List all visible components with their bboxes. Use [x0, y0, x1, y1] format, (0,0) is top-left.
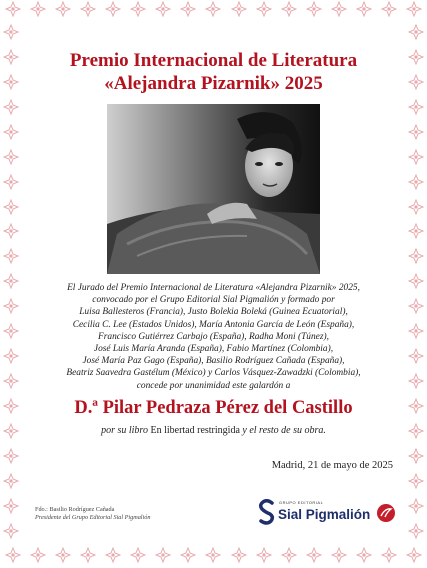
border-ornament — [3, 448, 19, 469]
border-ornament — [406, 547, 422, 568]
border-ornament — [408, 273, 424, 294]
border-ornament — [205, 1, 221, 22]
border-ornament — [408, 248, 424, 269]
book-line — [20, 425, 407, 436]
publisher-logo — [258, 498, 398, 526]
border-ornament — [331, 1, 347, 22]
border-ornament — [406, 1, 422, 22]
border-right — [405, 22, 427, 546]
border-ornament — [3, 49, 19, 70]
signature-credit — [35, 506, 150, 522]
border-ornament — [408, 523, 424, 544]
border-ornament — [408, 398, 424, 419]
border-ornament — [408, 298, 424, 319]
border-ornament — [180, 1, 196, 22]
border-ornament — [155, 547, 171, 568]
border-ornament — [281, 1, 297, 22]
border-ornament — [281, 547, 297, 568]
border-top — [0, 0, 427, 22]
border-ornament — [408, 473, 424, 494]
jury-line: Luisa Ballesteros (Francia), Justo Bolekia Boleká (Guinea Ecuatorial), — [79, 307, 348, 318]
border-ornament — [3, 24, 19, 45]
book-prefix: por su libro — [101, 425, 148, 436]
signer-role: Presidente del Grupo Editorial Sial Pigmalión — [35, 514, 151, 521]
border-ornament — [155, 1, 171, 22]
border-ornament — [408, 348, 424, 369]
border-ornament — [3, 199, 19, 220]
border-ornament — [55, 1, 71, 22]
border-ornament — [105, 1, 121, 22]
winner-name: D.ª Pilar Pedraza Pérez del Castillo — [74, 398, 353, 418]
border-ornament — [356, 1, 372, 22]
border-ornament — [381, 1, 397, 22]
border-ornament — [30, 1, 46, 22]
jury-line: concede por unanimidad este galardón a — [136, 380, 291, 391]
border-ornament — [408, 323, 424, 344]
publisher-s-icon — [258, 499, 276, 525]
jury-line: José Luis María Aranda (España), Fabio Martínez (Colombia), — [93, 344, 334, 355]
border-ornament — [80, 547, 96, 568]
border-ornament — [5, 1, 21, 22]
border-bottom — [0, 546, 427, 568]
border-ornament — [30, 547, 46, 568]
border-ornament — [3, 498, 19, 519]
border-ornament — [130, 547, 146, 568]
border-ornament — [306, 1, 322, 22]
jury-statement — [26, 282, 401, 392]
border-ornament — [231, 1, 247, 22]
border-ornament — [3, 124, 19, 145]
book-title: En libertad restringida — [150, 425, 240, 436]
border-ornament — [80, 1, 96, 22]
award-title: Premio Internacional de Literatura — [69, 50, 358, 71]
border-ornament — [408, 149, 424, 170]
border-ornament — [306, 547, 322, 568]
border-ornament — [3, 273, 19, 294]
jury-line: convocado por el Grupo Editorial Sial Pigmalión y formado por — [92, 295, 335, 306]
border-ornament — [5, 547, 21, 568]
border-ornament — [3, 223, 19, 244]
signer-name: Fdo.: Basilio Rodríguez Cañada — [35, 506, 115, 513]
border-ornament — [3, 373, 19, 394]
border-ornament — [231, 547, 247, 568]
border-ornament — [408, 199, 424, 220]
border-ornament — [130, 1, 146, 22]
border-ornament — [408, 448, 424, 469]
publisher-seal-icon — [376, 503, 396, 523]
border-ornament — [55, 547, 71, 568]
border-ornament — [408, 24, 424, 45]
border-ornament — [205, 547, 221, 568]
jury-line: Cecilia C. Lee (Estados Unidos), María Antonia García de León (España), — [72, 319, 355, 330]
border-ornament — [180, 547, 196, 568]
border-ornament — [105, 547, 121, 568]
border-ornament — [3, 398, 19, 419]
border-ornament — [408, 74, 424, 95]
author-portrait-photo — [107, 104, 320, 274]
border-ornament — [3, 74, 19, 95]
jury-line: José María Paz Gago (España), Basilio Rodríguez Cañada (España), — [82, 356, 345, 367]
border-ornament — [256, 547, 272, 568]
border-ornament — [408, 174, 424, 195]
border-ornament — [3, 99, 19, 120]
border-ornament — [408, 49, 424, 70]
border-ornament — [408, 99, 424, 120]
border-ornament — [3, 423, 19, 444]
publisher-group-label: GRUPO EDITORIAL — [279, 500, 324, 505]
book-suffix: y el resto de su obra. — [242, 425, 326, 436]
border-ornament — [408, 373, 424, 394]
jury-line: Francisco Gutiérrez Carbajo (España), Radha Moni (Túnez), — [98, 331, 329, 342]
border-ornament — [3, 348, 19, 369]
border-ornament — [331, 547, 347, 568]
date-place: Madrid, 21 de mayo de 2025 — [271, 460, 393, 471]
border-left — [0, 22, 22, 546]
border-ornament — [381, 547, 397, 568]
jury-line: El Jurado del Premio Internacional de Literatura «Alejandra Pizarnik» 2025, — [67, 283, 360, 293]
border-ornament — [256, 1, 272, 22]
border-ornament — [408, 124, 424, 145]
border-ornament — [3, 248, 19, 269]
border-ornament — [3, 323, 19, 344]
award-subtitle: «Alejandra Pizarnik» 2025 — [104, 73, 323, 94]
jury-line: Beatriz Saavedra Gastélum (México) y Carlos Vásquez-Zawadzki (Colombia), — [66, 368, 361, 379]
border-ornament — [3, 174, 19, 195]
border-ornament — [408, 498, 424, 519]
border-ornament — [3, 523, 19, 544]
border-ornament — [408, 423, 424, 444]
border-ornament — [3, 298, 19, 319]
border-ornament — [3, 149, 19, 170]
publisher-name: Sial Pigmalión — [278, 507, 371, 522]
border-ornament — [356, 547, 372, 568]
border-ornament — [3, 473, 19, 494]
border-ornament — [408, 223, 424, 244]
